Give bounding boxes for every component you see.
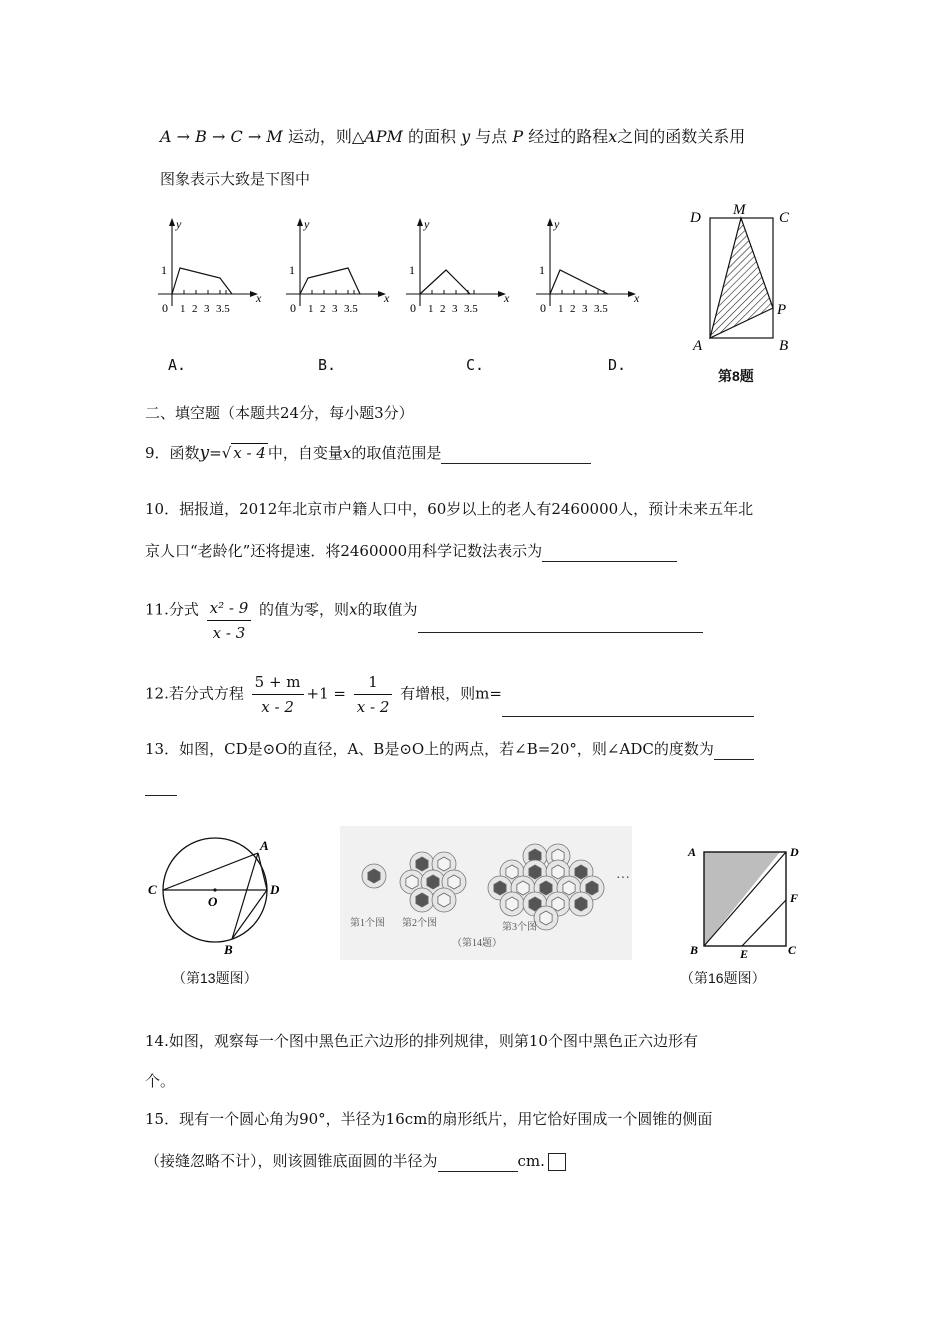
q11-mid: 的值为零，则 <box>259 600 350 619</box>
q13-line1-text: 13．如图，CD是⊙O的直径，A、B是⊙O上的两点，若∠B=20°，则∠ADC的度数为 <box>145 740 714 758</box>
origin-label: 0 <box>290 301 296 315</box>
one-label: 1 <box>409 263 415 277</box>
q16-shaded-region <box>704 852 780 946</box>
option-b-label: B. <box>318 356 337 374</box>
white-hexagon-cell <box>432 888 456 912</box>
graph-option-1 <box>286 217 390 315</box>
tick-label: 2 <box>320 303 326 315</box>
q12-plus: +1 = <box>306 684 346 703</box>
q12-den2: x - 2 <box>356 698 390 716</box>
q8-triangle-apm: △APM <box>351 127 403 146</box>
triangle-apm <box>710 218 773 338</box>
label-a: A <box>260 838 269 853</box>
q13-caption: （第13题图） <box>172 970 258 986</box>
q12-fraction-2 <box>354 672 393 717</box>
origin-label: 0 <box>410 301 416 315</box>
graph-curve <box>420 270 470 294</box>
one-label: 1 <box>289 263 295 277</box>
y-arrow <box>169 218 175 226</box>
white-hexagon-cell <box>500 892 524 916</box>
q11-fraction <box>207 598 252 643</box>
q12-prefix: 12.若分式方程 <box>145 684 244 703</box>
option-d-label: D. <box>608 356 627 374</box>
q14-line2: 个。 <box>145 1072 176 1090</box>
q9-suffix: 的取值范围是 <box>351 444 442 462</box>
q9-eq: = <box>209 444 222 462</box>
q8-text-3: 与点 <box>475 127 508 146</box>
tick-label: 3.5 <box>464 303 478 315</box>
tick-label: 2 <box>440 303 446 315</box>
black-hexagon-cell <box>569 892 593 916</box>
tick-label: 1 <box>180 303 186 315</box>
label-m: M <box>733 202 746 218</box>
tick-label: 3.5 <box>344 303 358 315</box>
q15-line2-suffix: cm. <box>517 1152 545 1170</box>
q14-fig-caption: （第14题） <box>452 938 502 949</box>
q8-seq-arrow2: → <box>212 127 226 146</box>
q15-line1: 15．现有一个圆心角为90°，半径为16cm的扇形纸片，用它恰好围成一个圆锥的侧面 <box>145 1110 713 1128</box>
y-arrow <box>297 218 303 226</box>
q8-seq-arrow1: → <box>176 127 191 146</box>
tick-label: 3 <box>582 303 588 315</box>
q11-den: x - 3 <box>212 624 246 642</box>
q9-radicand: x - 4 <box>233 444 266 462</box>
q8-graphs <box>150 210 650 330</box>
q13-circle-figure <box>140 830 300 970</box>
q8-figure-caption: 第8题 <box>718 368 754 384</box>
tick-label: 3 <box>332 303 338 315</box>
white-hexagon-cell <box>534 906 558 930</box>
q8-seq-b: B <box>195 127 207 146</box>
graph-curve <box>172 268 232 294</box>
q9-prefix: 9．函数 <box>145 444 200 462</box>
q8-line2: 图象表示大致是下图中 <box>160 170 311 188</box>
q9-x: x <box>342 444 352 462</box>
tick-label: 3 <box>204 303 210 315</box>
y-label: y <box>554 217 560 231</box>
q8-text-4: 经过的路程 <box>528 127 609 146</box>
chord-bd <box>232 890 267 939</box>
segment-ef <box>742 900 786 946</box>
q12-den1: x - 2 <box>261 698 294 716</box>
checkbox-square-icon <box>548 1153 566 1171</box>
q12-suffix: 有增根，则m= <box>400 684 502 703</box>
q16-caption: （第16题图） <box>680 970 766 986</box>
q8-text-2: 的面积 <box>407 127 456 146</box>
q14-caption-1: 第1个图 <box>350 918 385 929</box>
q8-seq-a: A <box>160 127 172 146</box>
label-a: A <box>688 845 697 859</box>
label-b: B <box>224 942 233 957</box>
one-label: 1 <box>539 263 545 277</box>
label-b: B <box>690 943 699 957</box>
origin-label: 0 <box>162 301 168 315</box>
q10-answer-blank[interactable] <box>542 545 677 562</box>
x-label: x <box>504 291 510 305</box>
tick-label: 3.5 <box>216 303 230 315</box>
q8-rectangle-figure <box>685 198 805 358</box>
q10-line2 <box>145 540 677 562</box>
tick-label: 2 <box>192 303 198 315</box>
tick-label: 3.5 <box>594 303 608 315</box>
x-label: x <box>384 291 390 305</box>
label-c: C <box>779 210 790 226</box>
q14-line1: 14.如图，观察每一个图中黑色正六边形的排列规律，则第10个图中黑色正六边形有 <box>145 1032 698 1050</box>
graph-curve <box>550 270 608 294</box>
q14-caption-3: 第3个图 <box>502 922 537 933</box>
q14-caption-2: 第2个图 <box>402 918 437 929</box>
label-f: F <box>790 891 799 905</box>
q10-line1: 10．据报道，2012年北京市户籍人口中，60岁以上的老人有2460000人，预计未来五年北 <box>145 500 754 518</box>
x-label: x <box>256 291 262 305</box>
q8-var-p: P <box>512 127 524 146</box>
black-hexagon-cell <box>362 864 386 888</box>
black-hexagon-cell <box>410 888 434 912</box>
label-a: A <box>693 338 703 354</box>
chord-ca <box>163 853 258 890</box>
q8-seq-c: C <box>230 127 243 146</box>
label-o: O <box>208 894 218 909</box>
q8-text-1: 运动，则 <box>287 127 352 146</box>
tick-label: 1 <box>558 303 564 315</box>
label-d: D <box>790 845 799 859</box>
label-e: E <box>740 947 749 960</box>
q8-seq-m: M <box>266 127 283 146</box>
q12-answer-blank[interactable] <box>502 700 754 717</box>
q13-line1 <box>145 738 754 760</box>
q8-var-y: y <box>461 127 471 146</box>
graph-option-0 <box>158 217 262 315</box>
q11-suffix: 的取值为 <box>357 600 418 619</box>
q10-line2-text: 京人口“老龄化”还将提速．将2460000用科学记数法表示为 <box>145 542 543 560</box>
q8-line1 <box>160 126 745 148</box>
q16-square-figure <box>680 838 810 960</box>
q12-fraction-1 <box>252 672 304 717</box>
label-b: B <box>779 338 789 354</box>
section-2-heading: 二、填空题（本题共24分，每小题3分） <box>145 404 414 422</box>
y-label: y <box>176 217 182 231</box>
q8-text-5: 之间的函数关系用 <box>617 127 746 146</box>
y-label: y <box>304 217 310 231</box>
q11-num: x² - 9 <box>207 598 252 621</box>
graph-option-2 <box>406 217 510 315</box>
tick-label: 1 <box>428 303 434 315</box>
y-arrow <box>417 218 423 226</box>
y-arrow <box>547 218 553 226</box>
q15-line2 <box>145 1150 566 1172</box>
q13-answer-blank-1[interactable] <box>714 743 754 760</box>
graph-curve <box>300 268 360 294</box>
q15-answer-blank[interactable] <box>438 1155 518 1172</box>
q9-line: 9．函数y=√ x - 4 中，自变量x的取值范围是 <box>145 442 591 464</box>
q9-y: y <box>199 443 210 463</box>
label-c: C <box>788 943 797 957</box>
chord-ad <box>258 853 267 890</box>
chord-ab <box>232 853 258 939</box>
tick-label: 1 <box>308 303 314 315</box>
q12-num2: 1 <box>354 672 393 695</box>
origin-label: 0 <box>540 301 546 315</box>
label-d: D <box>690 210 701 226</box>
center-o <box>213 888 216 891</box>
q14-hexagon-figure <box>340 826 632 960</box>
q15-line2-prefix: （接缝忽略不计），则该圆锥底面圆的半径为 <box>145 1152 438 1170</box>
graph-option-3 <box>536 217 640 315</box>
option-a-label: A. <box>168 356 187 374</box>
label-c: C <box>148 882 157 897</box>
q12-line <box>145 672 754 717</box>
y-label: y <box>424 217 430 231</box>
tick-label: 3 <box>452 303 458 315</box>
q11-x: x <box>349 600 358 619</box>
q13-answer-blank-2[interactable] <box>145 795 177 796</box>
option-c-label: C. <box>466 356 485 374</box>
label-d: D <box>270 882 280 897</box>
q9-answer-blank[interactable] <box>441 447 591 464</box>
label-p: P <box>777 302 787 318</box>
q11-prefix: 11.分式 <box>145 600 199 619</box>
one-label: 1 <box>161 263 167 277</box>
q14-dots: ··· <box>616 871 630 886</box>
x-label: x <box>634 291 640 305</box>
q8-var-x: x <box>608 127 618 146</box>
q12-num1: 5 + m <box>252 672 304 695</box>
q11-line <box>145 588 703 642</box>
q8-seq-arrow3: → <box>247 127 262 146</box>
q11-answer-blank[interactable] <box>418 616 703 633</box>
tick-label: 2 <box>570 303 576 315</box>
q9-mid: 中，自变量 <box>267 444 343 462</box>
